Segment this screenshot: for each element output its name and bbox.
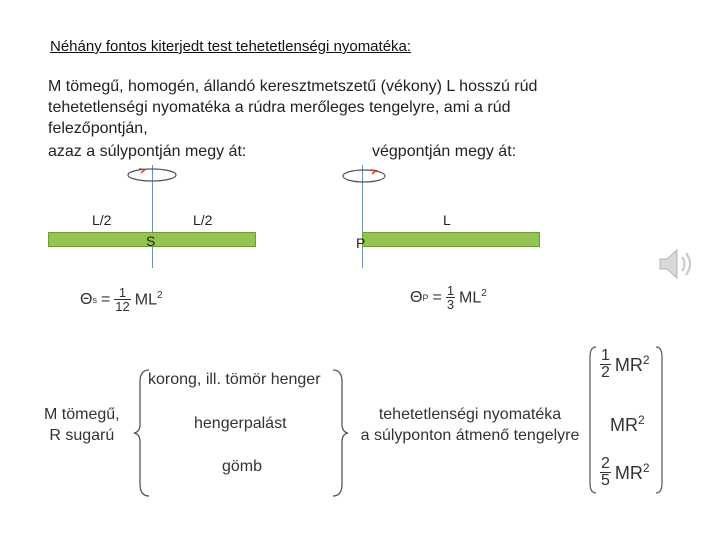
condition-line-1: M tömegű, — [44, 406, 120, 423]
left-num: 1 — [118, 285, 127, 300]
sphere-exp: 2 — [642, 461, 650, 475]
right-rod — [362, 232, 540, 247]
condition-line-2: R sugarú — [49, 427, 115, 444]
theta-symbol: Θ — [410, 288, 423, 306]
disk-den: 2 — [601, 364, 610, 381]
disk-exp: 2 — [642, 353, 650, 367]
theta-sub: P — [422, 292, 429, 303]
formula-disk — [600, 348, 650, 381]
sphere-num: 2 — [601, 455, 610, 472]
shell-rest: MR — [610, 415, 638, 435]
right-rotation-arrow-icon — [340, 166, 390, 186]
right-exp: 2 — [481, 287, 487, 299]
right-brace — [330, 368, 350, 498]
shell-exp: 2 — [638, 413, 645, 427]
result-text — [350, 404, 590, 446]
result-brace-left — [586, 345, 598, 495]
left-caption: azaz a súlypontján megy át: — [48, 143, 247, 160]
intro-line-3: felezőpontján, — [48, 120, 148, 137]
sphere-den: 5 — [601, 472, 610, 489]
left-exp: 2 — [157, 289, 163, 301]
body-item-1: korong, ill. tömör henger — [148, 371, 321, 388]
right-rest: ML — [459, 289, 482, 307]
left-rotation-arrow-icon — [125, 165, 181, 185]
intro-text — [48, 76, 537, 139]
body-item-2: hengerpalást — [194, 415, 287, 432]
right-caption: végpontján megy át: — [372, 143, 517, 160]
body-item-3: gömb — [222, 458, 263, 475]
sphere-rest: MR — [614, 463, 643, 483]
left-rod-point: S — [146, 233, 156, 249]
theta-symbol: Θ — [80, 290, 93, 308]
page-title: Néhány fontos kiterjedt test tehetetlenségi nyomatéka: — [50, 38, 412, 55]
right-rod-length-label: L — [443, 212, 451, 228]
left-rest: ML — [134, 291, 157, 309]
formula-shell — [610, 413, 645, 436]
right-num: 1 — [446, 283, 455, 298]
left-rod-half-label-2: L/2 — [193, 212, 213, 228]
theta-sub: s — [92, 294, 97, 305]
disk-num: 1 — [601, 347, 610, 364]
right-formula: Θ P = $\frac{1}{3}$ $ML^2$ — [410, 283, 487, 312]
result-brace-right — [654, 345, 666, 495]
right-den: 3 — [446, 297, 455, 312]
right-rod-point: P — [356, 235, 366, 251]
disk-rest: MR — [614, 355, 643, 375]
left-den: 12 — [115, 299, 130, 314]
result-line-2: a súlyponton átmenő tengelyre — [360, 427, 580, 444]
intro-line-1: M tömegű, homogén, állandó keresztmetszetű (vékony) L hosszú rúd — [48, 78, 538, 95]
left-rod-half-label-1: L/2 — [92, 212, 112, 228]
intro-line-2: tehetetlenségi nyomatéka a rúdra merőleges tengelyre, ami a rúd — [48, 99, 511, 116]
result-line-1: tehetetlenségi nyomatéka — [378, 406, 562, 423]
condition-text — [44, 404, 120, 446]
left-formula: Θ s = $\frac{1}{12}$ $ML^2$ — [80, 285, 163, 314]
speaker-icon[interactable] — [656, 244, 696, 284]
formula-sphere — [600, 456, 650, 489]
